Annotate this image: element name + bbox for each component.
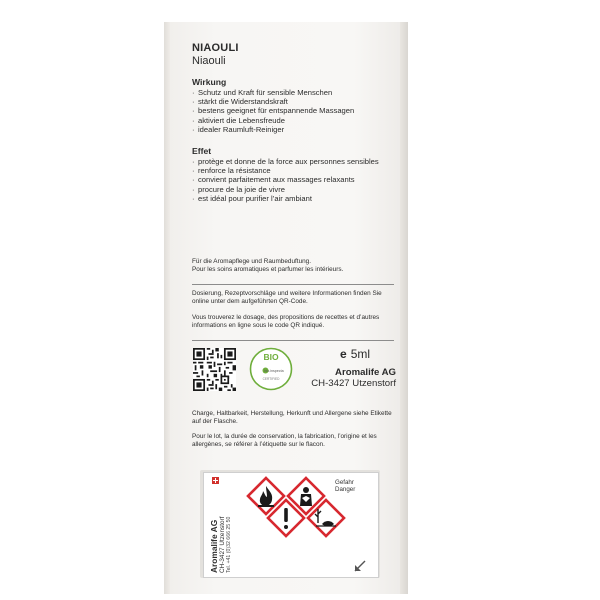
divider: [192, 284, 394, 285]
signal-word: [335, 479, 355, 493]
sticker-company: Aromalife AG: [209, 519, 219, 573]
list-item: · procure de la joie de vivre: [192, 185, 388, 194]
bio-certification-seal: [249, 347, 293, 391]
sticker-address-block: [210, 477, 250, 573]
list-item: · est idéal pour purifier l’air ambiant: [192, 194, 388, 203]
sticker-phone: Tel. +41 (0)32 666 25 50: [226, 516, 232, 573]
volume-amount: 5ml: [350, 347, 371, 361]
effet-list: [192, 157, 388, 203]
usage-fr: Pour les soins aromatiques et parfumer les intérieurs.: [192, 266, 344, 274]
list-item: · renforce la résistance: [192, 166, 388, 175]
estimated-sign: e: [340, 347, 347, 361]
qr-code[interactable]: [193, 348, 236, 391]
manufacturer: [310, 367, 396, 389]
divider: [192, 340, 394, 341]
wirkung-list: [192, 88, 388, 134]
manufacturer-name: Aromalife AG: [335, 367, 396, 378]
net-volume: [340, 347, 370, 361]
list-item: · idealer Raumluft-Reiniger: [192, 125, 388, 134]
list-item: · protège et donne de la force aux personnes sensibles: [192, 157, 388, 166]
list-item: · bestens geeignet für entspannende Massagen: [192, 106, 388, 115]
bio-seal-middle: bio.inspecta: [264, 369, 284, 373]
product-name-upper: NIAOULI: [192, 42, 239, 54]
dosage-de: Dosierung, Rezeptvorschläge und weitere Informationen finden Sie online unter dem aufgeführten QR-Code.: [192, 290, 382, 306]
list-item: · convient parfaitement aux massages relaxants: [192, 175, 388, 184]
usage-text: [192, 258, 392, 274]
bio-seal-top: BIO: [263, 352, 279, 362]
list-item: · aktiviert die Lebensfreude: [192, 116, 388, 125]
signal-word-de: Gefahr: [335, 479, 354, 486]
batch-info-de: Charge, Haltbarkeit, Herstellung, Herkunft und Allergene siehe Etikette auf der Flasche.: [192, 410, 392, 426]
manufacturer-address: CH-3427 Utzenstorf: [311, 378, 396, 389]
batch-info-fr: Pour le lot, la durée de conservation, la fabrication, l’origine et les allergènes, se référer à l’étiquette sur le flacon.: [192, 433, 377, 449]
sticker-address: CH-3427 Utzenstorf: [219, 516, 226, 573]
box-text-block: [192, 42, 388, 203]
dosage-fr: Vous trouverez le dosage, des propositions de recettes et d’autres informations en ligne sous le code QR indiqué.: [192, 314, 380, 330]
signal-word-en: Danger: [335, 486, 356, 493]
effet-heading: Effet: [192, 146, 212, 157]
product-name: Niaouli: [192, 55, 226, 67]
bio-seal-bottom: CERTIFIED: [262, 377, 280, 381]
usage-de: Für die Aromapflege und Raumbeduftung.: [192, 258, 312, 265]
box-side-right: [400, 22, 408, 594]
wirkung-heading: Wirkung: [192, 77, 227, 87]
list-item: · stärkt die Widerstandskraft: [192, 97, 388, 106]
peel-arrow-icon[interactable]: [352, 558, 366, 572]
list-item: · Schutz und Kraft für sensible Menschen: [192, 88, 388, 97]
